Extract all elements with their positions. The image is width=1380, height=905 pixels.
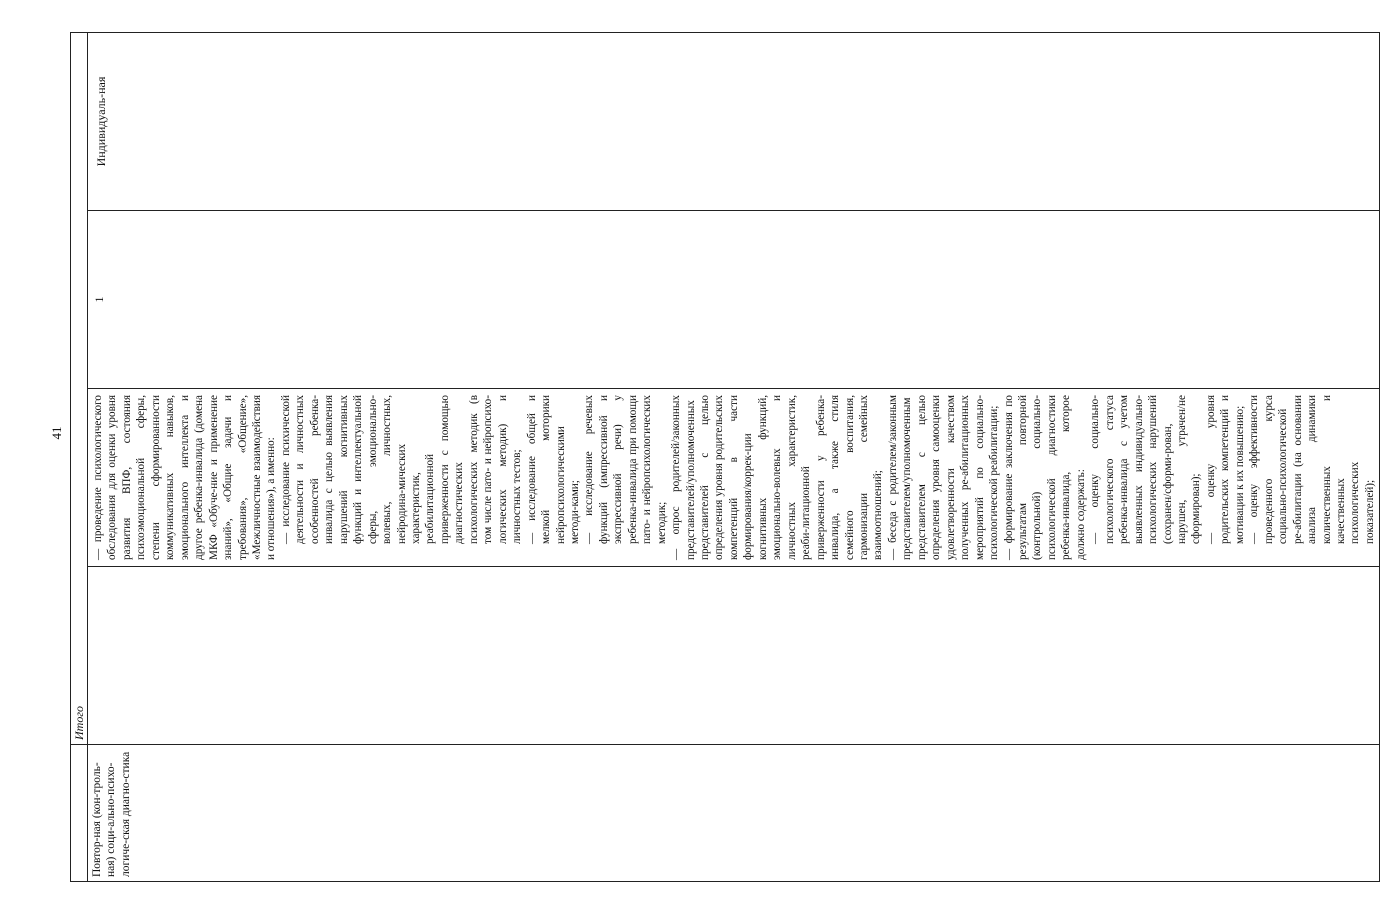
page-number: 41 xyxy=(49,426,64,440)
stage-cell xyxy=(88,745,1380,882)
section-title-cell xyxy=(71,33,88,745)
section-title: Итого xyxy=(72,705,86,740)
stage-label: Повтор-ная (кон-троль-ная) соци-ально-психо-логиче-ская диагно-стика xyxy=(91,751,132,877)
table-row-content xyxy=(88,33,1380,882)
form-cell xyxy=(88,33,1380,211)
content-item: — исследование психической деятельности и личностных особенностей ребенка-инвалида с целью выявления нарушений когнитивных функций и интеллектуальной сферы, эмоционально-волевых, личностных, нейродина-мических характеристик, реабилитационной приверженности с помощью диагностических психологических методик (в том числе пато- и нейропсихо-логических методик) и личностных тестов; xyxy=(279,395,524,544)
content-item: — оценку социально-психологического статуса ребенка-инвалида с учетом выявленных индивидуально-психологических нарушений (сохранен/сформи-рован, нарушен, утрачен/не сформирован); xyxy=(1089,395,1203,544)
spacer-cell xyxy=(88,567,1380,745)
table-row-title xyxy=(71,33,88,882)
content-item: — опрос родителей/законных представителей/уполномоченных представителей с целью определения уровня родительских компетенций в части формирования/коррек-ции когнитивных функций, эмоционально-волевых и личностных характеристик, реаби-литационной приверженности у ребенка-инвалида, а также стиля семейного воспитания, гармонизации семейных взаимоотношений; xyxy=(670,395,885,560)
content-item: — проведение психологического обследования для оценки уровня развития ВПФ, состояния психоэмоциональной сферы, степени сформированности коммуникативных навыков, эмоционального интеллекта и другое ребенка-инвалида (домена МКФ «Обуче-ние и применение знаний», «Общие задачи и требования», «Общение», «Межличностные взаимодействия и отношения»), а именно: xyxy=(92,395,278,560)
empty-cell xyxy=(71,745,88,882)
service-table xyxy=(70,32,1380,882)
content-cell xyxy=(88,389,1380,567)
count-cell xyxy=(88,211,1380,389)
content-item: — беседа с родителем/законным представителем/уполномоченным представителем с целью определения уровня самооценки удовлетворенности качеством полученных ре-абилитационных мероприятий по социально-психологической реабилитации; xyxy=(886,395,1001,560)
content-item: — исследование общей и мелкой моторики нейропсихологическими методи-ками; xyxy=(525,395,581,544)
content-text xyxy=(88,389,1379,566)
content-item: — оценку уровня родительских компетенций и мотивации к их повышению; xyxy=(1204,395,1246,544)
content-item: — исследование речевых функций (импрессивной и экспрессивной речи) у ребенка-инвалида при помощи пато- и нейропсихологических методик; xyxy=(583,395,668,544)
content-item: — оценку эффективности проведенного курса социально-психологической ре-абилитации (на основании анализа динамики количественных и качественных психологических показателей); xyxy=(1248,395,1376,544)
content-item: — формирование заключения по результатам повторной (контрольной) социально-психологической диагностики ребенка-инвалида, которое должно содержать: xyxy=(1002,395,1087,560)
count-value: 1 xyxy=(92,296,106,303)
form-label: Индивидуаль-ная xyxy=(94,76,108,167)
rotated-table-page xyxy=(70,32,1376,882)
